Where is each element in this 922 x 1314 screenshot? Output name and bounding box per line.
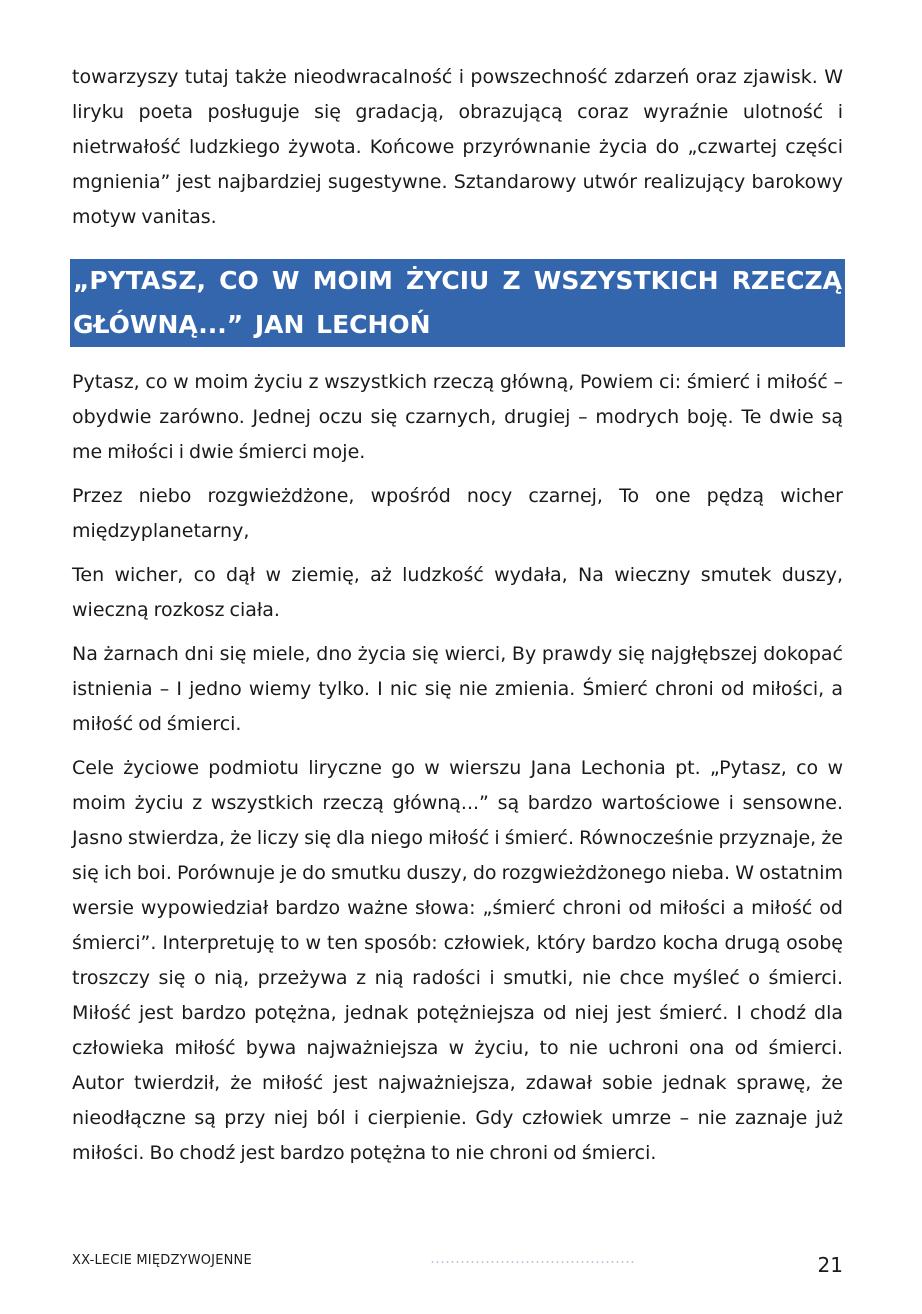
footer-section-label: XX-LECIE MIĘDZYWOJENNE [72,1253,252,1268]
poem-stanza-3: Ten wicher, co dął w ziemię, aż ludzkość wydała, Na wieczny smutek duszy, wieczną rozkosz ciała. [72,564,843,621]
poem-stanza-1: Pytasz, co w moim życiu z wszystkich rzeczą główną, Powiem ci: śmierć i miłość – obydwie zarówno. Jednej oczu się czarnych, drugiej – modrych boję. Te dwie są me miłości i dwie śmierci moje. [72,371,843,463]
section-heading: „PYTASZ, CO W MOIM ŻYCIU Z WSZYSTKICH RZECZĄ GŁÓWNĄ...” JAN LECHOŃ [70,259,845,347]
poem-stanza-2: Przez niebo rozgwieżdżone, wpośród nocy czarnej, To one pędzą wicher międzyplanetarny, [72,485,843,542]
paragraph-intro: towarzyszy tutaj także nieodwracalność i powszechność zdarzeń oraz zjawisk. W liryku poeta posługuje się gradacją, obrazującą coraz wyraźnie ulotność i nietrwałość ludzkiego żywota. Końcowe przyrównanie życia do „czwartej części mgnienia” jest najbardziej sugestywne. Sztandarowy utwór realizujący barokowy motyw vanitas. [72,66,843,228]
analysis-paragraph: Cele życiowe podmiotu liryczne go w wierszu Jana Lechonia pt. „Pytasz, co w moim życiu z wszystkich rzeczą główną...” są bardzo wartościowe i sensowne. Jasno stwierdza, że liczy się dla niego miłość i śmierć. Równocześnie przyznaje, że się ich boi. Porównuje je do smutku duszy, do rozgwieżdżonego nieba. W ostatnim wersie wypowiedział bardzo ważne słowa: „śmierć chroni od miłości a miłość od śmierci”. Interpretuję to w ten sposób: człowiek, który bardzo kocha drugą osobę troszczy się o nią, przeżywa z nią radości i smutki, nie chce myśleć o śmierci. Miłość jest bardzo potężna, jednak potężniejsza od niej jest śmierć. I chodź dla człowieka miłość bywa najważniejsza w życiu, to nie uchroni ona od śmierci. Autor twierdził, że miłość jest najważniejsza, zdawał sobie jednak sprawę, że nieodłączne są przy niej ból i cierpienie. Gdy człowiek umrze – nie zaznaje już miłości. Bo chodź jest bardzo potężna to nie chroni od śmierci. [72,757,843,1164]
page-content [72,60,843,1180]
poem-stanza-4: Na żarnach dni się miele, dno życia się wierci, By prawdy się najgłębszej dokopać istnienia – I jedno wiemy tylko. I nic się nie zmienia. Śmierć chroni od miłości, a miłość od śmierci. [72,643,843,735]
page-number: 21 [817,1253,843,1277]
footer-dotted-divider [430,1261,635,1263]
